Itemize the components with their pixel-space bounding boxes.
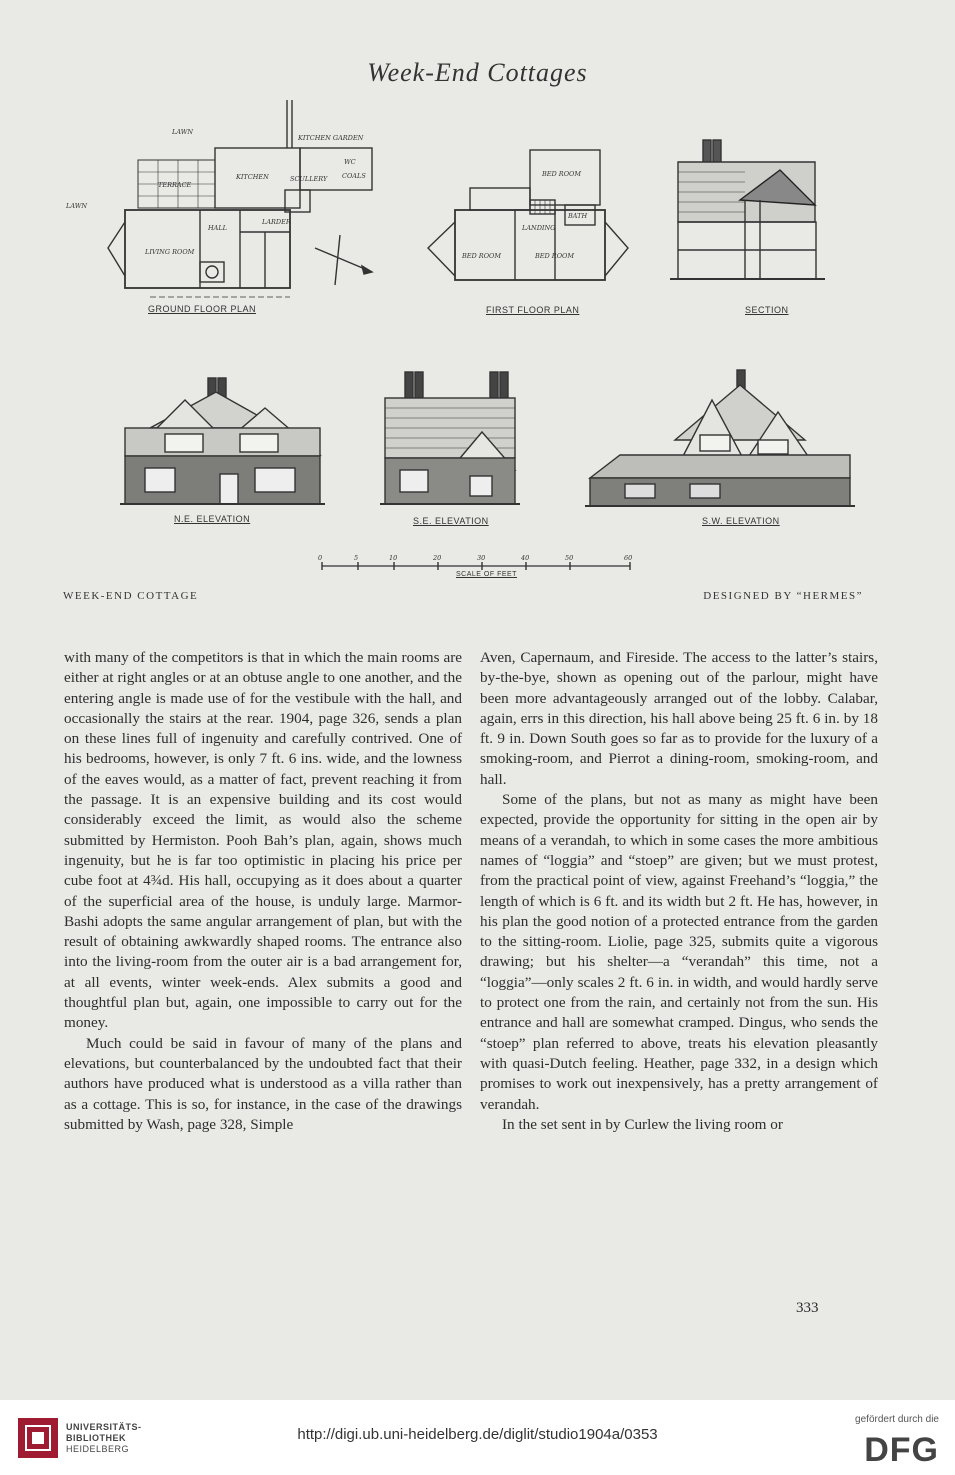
dfg-logo: DFG [864,1431,939,1469]
ground-floor-plan [108,100,372,297]
se-elevation-label: S.E. ELEVATION [413,516,489,526]
scale-mark: 5 [354,554,359,562]
room-label-hall: HALL [208,224,227,232]
text-column-right [480,648,878,1135]
plate-drawings [0,0,955,600]
plate-caption-designer: DESIGNED BY “HERMES” [703,590,863,602]
room-label-bath: BATH [568,212,588,220]
room-label-scullery: SCULLERY [290,175,328,183]
room-label-bed-room: BED ROOM [462,252,502,260]
room-label-terrace: TERRACE [158,181,192,189]
room-label-lawn: LAWN [172,128,194,136]
ne-elevation-drawing [120,378,325,504]
paragraph: In the set sent in by Curlew the living room or [502,1115,783,1133]
first-floor-plan [428,150,628,280]
ne-elevation-label: N.E. ELEVATION [174,514,251,524]
digitization-url-link[interactable]: http://digi.ub.uni-heidelberg.de/diglit/studio1904a/0353 [297,1426,658,1443]
library-name-line: HEIDELBERG [66,1444,130,1454]
ground-floor-plan-label: GROUND FLOOR PLAN [148,304,257,314]
first-floor-plan-label: FIRST FLOOR PLAN [486,305,580,315]
scale-mark: 0 [318,554,323,562]
page-number: 333 [796,1300,819,1316]
room-label-kitchen: KITCHEN [236,173,269,181]
library-name-line: BIBLIOTHEK [66,1433,126,1443]
room-label-coals: COALS [342,172,366,180]
paragraph: with many of the competitors is that in which the main rooms are either at right angles or at an obtuse angle to one another, and the entering angle is made use of for the vestibule with the hall, and occasionally the stairs at the rear. 1904, page 326, sends a plan on these lines full of ingenuity and carefully contrived. One of his bedrooms, however, is only 7 ft. 6 ins. wide, and the lowness of the eaves would, as a matter of fact, prevent reaching it from the passage. It is an expensive building and its cost would considerably exceed the limit, as would also the scheme submitted by Hermiston. Pooh Bah’s plan, again, shows much ingenuity, but he is far too optimistic in placing his price per cube foot at 4¾d. His hall, occupying as it does about a quarter of the superficial area of the house, is unduly large. Marmor-Bashi adopts the same angular arrangement of plan, but with the result of obtaining awkwardly shaped rooms. The entrance also into the living-room from the outer air is a bad arrangement for, at all events, winter week-ends. Alex submits a good and thoughtful plan but, again, one impossible to carry out for the money. [64,649,462,1032]
scale-mark: 10 [389,554,398,562]
funded-by-text: gefördert durch die [855,1414,939,1425]
section-drawing [670,140,825,279]
room-label-larder: LARDER [262,218,291,226]
paragraph: Some of the plans, but not as many as might have been expected, provide the opportunity for sitting in the open air by means of a verandah, to which in some cases the more ambitious names of “loggia” and “stoep” are given; but we must protest, from the practical point of view, against Freehand’s “loggia,” the length of which is 6 ft. and its width but 2 ft. He has, however, in his plan the good notion of a protected entrance from the garden to the sitting-room. Liolie, page 325, submits quite a vigorous drawing; but his shelter—a “verandah” this time, not a “loggia”—only scales 2 ft. 6 in. in width, and would hardly serve to protect one from the rain, and certainly not from the sun. His entrance and hall are somewhat cramped. Dingus, who sends the “stoep” plan referred to above, treats his elevation pleasantly with quasi-Dutch feeling. Heather, page 332, in a design which promises to work out inexpensively, has a pretty arrangement of verandah. [480,791,878,1113]
sw-elevation-drawing [585,370,855,506]
room-label-kitchen-garden: KITCHEN GARDEN [298,134,364,142]
paragraph: Much could be said in favour of many of the plans and elevations, but counterbalanced by the undoubted fact that their authors have produced what is understood as a villa rather than as a cottage. This is so, for instance, in the case of the drawings submitted by Wash, page 328, Simple [64,1034,462,1133]
room-label-landing: LANDING [522,224,556,232]
room-label-bed-room: BED ROOM [542,170,582,178]
sw-elevation-label: S.W. ELEVATION [702,516,780,526]
se-elevation-drawing [380,372,520,504]
scale-label: SCALE OF FEET [456,571,517,578]
north-arrow [315,235,372,285]
running-title: Week-End Cottages [367,58,588,87]
plate-caption-title: WEEK-END COTTAGE [63,590,199,602]
scale-mark: 60 [624,554,633,562]
library-name-line: UNIVERSITÄTS- [66,1422,142,1432]
text-column-left [64,648,462,1135]
digitization-footer [0,1400,955,1475]
room-label-bed-room: BED ROOM [535,252,575,260]
room-label-living-room: LIVING ROOM [145,248,195,256]
scale-mark: 40 [521,554,530,562]
scale-mark: 20 [433,554,442,562]
room-label-lawn: LAWN [66,202,88,210]
scale-bar [322,562,630,570]
scale-mark: 50 [565,554,574,562]
scale-mark: 30 [477,554,486,562]
room-label-wc: WC [344,158,356,166]
paragraph: Aven, Capernaum, and Fireside. The access to the latter’s stairs, by-the-bye, shown as opening out of the parlour, might have been more advantageously arranged out of the lobby. Calabar, again, errs in this direction, his hall above being 25 ft. 6 in. by 18 ft. 9 in. Down South goes so far as to provide for the luxury of a smoking-room, and Pierrot a dining-room, smoking-room, and hall. [480,649,878,788]
section-label: SECTION [745,305,789,315]
architectural-plate [0,0,955,600]
